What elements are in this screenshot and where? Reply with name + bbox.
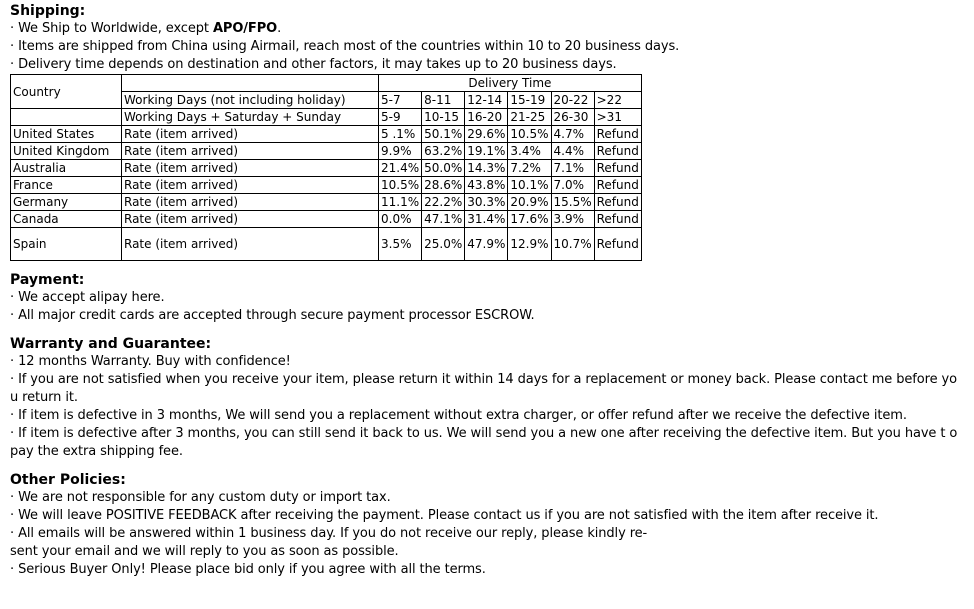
rate-label-cell: Rate (item arrived) — [122, 194, 379, 211]
country-cell: Spain — [11, 228, 122, 261]
country-header: Country — [11, 75, 122, 109]
working-days-weekend-value: 10-15 — [422, 109, 465, 126]
shipping-line-2: · Items are shipped from China using Airmail, reach most of the countries within 10 to 20 business days. — [10, 39, 680, 54]
payment-line-1: · We accept alipay here. — [10, 290, 165, 305]
working-days-value: 20-22 — [551, 92, 594, 109]
working-days-weekend-label: Working Days + Saturday + Sunday — [122, 109, 379, 126]
rate-value-cell: Refund — [594, 160, 641, 177]
country-cell: France — [11, 177, 122, 194]
working-days-value: 12-14 — [465, 92, 508, 109]
rate-value-cell: 10.1% — [508, 177, 551, 194]
rate-value-cell: 10.5% — [508, 126, 551, 143]
table-header-row — [11, 75, 642, 92]
policies-title: Other Policies: — [10, 472, 126, 488]
rate-value-cell: 4.4% — [551, 143, 594, 160]
rate-value-cell: Refund — [594, 211, 641, 228]
rate-value-cell: 10.5% — [379, 177, 422, 194]
country-cell: United States — [11, 126, 122, 143]
rate-value-cell: 17.6% — [508, 211, 551, 228]
working-days-value: 8-11 — [422, 92, 465, 109]
working-days-weekend-value: 16-20 — [465, 109, 508, 126]
rate-value-cell: 50.0% — [422, 160, 465, 177]
rate-value-cell: 7.0% — [551, 177, 594, 194]
rate-value-cell: 10.7% — [551, 228, 594, 261]
rate-value-cell: 14.3% — [465, 160, 508, 177]
policies-line-3a: · All emails will be answered within 1 business day. If you do not receive our reply, please kindly re- — [10, 526, 648, 541]
rate-value-cell: 28.6% — [422, 177, 465, 194]
working-days-weekend-row — [11, 109, 642, 126]
rate-value-cell: 63.2% — [422, 143, 465, 160]
rate-label-cell: Rate (item arrived) — [122, 126, 379, 143]
rate-value-cell: 47.9% — [465, 228, 508, 261]
rate-value-cell: 3.4% — [508, 143, 551, 160]
rate-label-cell: Rate (item arrived) — [122, 228, 379, 261]
rate-value-cell: Refund — [594, 228, 641, 261]
table-row — [11, 177, 642, 194]
shipping-line-1-prefix: · We Ship to Worldwide, except — [10, 21, 213, 36]
rate-value-cell: 30.3% — [465, 194, 508, 211]
rate-value-cell: 3.5% — [379, 228, 422, 261]
warranty-line-4: · If item is defective after 3 months, you can still send it back to us. We will send you a new one after receiving the defective item. But you have t o pay the extra shipping fee. — [10, 426, 958, 459]
working-days-weekend-value: 5-9 — [379, 109, 422, 126]
rate-value-cell: 19.1% — [465, 143, 508, 160]
table-header-blank — [122, 75, 379, 92]
policies-line-1: · We are not responsible for any custom duty or import tax. — [10, 490, 391, 505]
table-row — [11, 211, 642, 228]
rate-value-cell: 25.0% — [422, 228, 465, 261]
rate-value-cell: 7.2% — [508, 160, 551, 177]
rate-value-cell: 31.4% — [465, 211, 508, 228]
table-row — [11, 160, 642, 177]
delivery-time-table — [10, 74, 642, 261]
working-days-label: Working Days (not including holiday) — [122, 92, 379, 109]
country-cell: Australia — [11, 160, 122, 177]
payment-title: Payment: — [10, 272, 85, 288]
table-row — [11, 143, 642, 160]
warranty-title: Warranty and Guarantee: — [10, 336, 212, 352]
rate-value-cell: 0.0% — [379, 211, 422, 228]
rate-value-cell: Refund — [594, 126, 641, 143]
rate-value-cell: 4.7% — [551, 126, 594, 143]
payment-line-2: · All major credit cards are accepted through secure payment processor ESCROW. — [10, 308, 535, 323]
warranty-line-1: · 12 months Warranty. Buy with confidence! — [10, 354, 291, 369]
shipping-line-3: · Delivery time depends on destination and other factors, it may takes up to 20 business days. — [10, 57, 617, 72]
table-row — [11, 194, 642, 211]
rate-value-cell: Refund — [594, 194, 641, 211]
rate-label-cell: Rate (item arrived) — [122, 143, 379, 160]
rate-value-cell: 11.1% — [379, 194, 422, 211]
country-cell: Germany — [11, 194, 122, 211]
rate-value-cell: Refund — [594, 143, 641, 160]
working-days-weekend-value: >31 — [594, 109, 641, 126]
rate-value-cell: 9.9% — [379, 143, 422, 160]
rate-label-cell: Rate (item arrived) — [122, 211, 379, 228]
rate-value-cell: 21.4% — [379, 160, 422, 177]
rate-value-cell: 43.8% — [465, 177, 508, 194]
rate-value-cell: 29.6% — [465, 126, 508, 143]
section-gap — [10, 461, 972, 471]
shipping-exception: APO/FPO — [212, 21, 278, 36]
shipping-line-1 — [10, 20, 972, 38]
shipping-line-1-suffix: . — [277, 21, 282, 36]
shipping-title: Shipping: — [10, 3, 86, 19]
blank-country-cell — [11, 109, 122, 126]
warranty-line-3: · If item is defective in 3 months, We will send you a replacement without extra charger, or offer refund after we receive the defective item. — [10, 408, 907, 423]
country-cell: United Kingdom — [11, 143, 122, 160]
rate-value-cell: 15.5% — [551, 194, 594, 211]
country-cell: Canada — [11, 211, 122, 228]
rate-value-cell: 50.1% — [422, 126, 465, 143]
rate-value-cell: 22.2% — [422, 194, 465, 211]
policies-line-4: · Serious Buyer Only! Please place bid only if you agree with all the terms. — [10, 562, 486, 577]
rate-label-cell: Rate (item arrived) — [122, 177, 379, 194]
working-days-value: >22 — [594, 92, 641, 109]
table-row — [11, 228, 642, 261]
rate-value-cell: 12.9% — [508, 228, 551, 261]
policies-line-3b: sent your email and we will reply to you as soon as possible. — [10, 544, 399, 559]
rate-value-cell: Refund — [594, 177, 641, 194]
table-row — [11, 126, 642, 143]
warranty-line-2: · If you are not satisfied when you receive your item, please return it within 14 days for a replacement or money back. Please contact me before yo u return it. — [10, 372, 957, 405]
policies-line-2: · We will leave POSITIVE FEEDBACK after receiving the payment. Please contact us if you are not satisfied with the item after receive it. — [10, 508, 879, 523]
section-gap — [10, 261, 972, 271]
working-days-weekend-value: 21-25 — [508, 109, 551, 126]
rate-label-cell: Rate (item arrived) — [122, 160, 379, 177]
working-days-value: 15-19 — [508, 92, 551, 109]
rate-value-cell: 20.9% — [508, 194, 551, 211]
rate-value-cell: 7.1% — [551, 160, 594, 177]
rate-value-cell: 47.1% — [422, 211, 465, 228]
policy-page — [10, 2, 972, 579]
rate-value-cell: 5 .1% — [379, 126, 422, 143]
delivery-time-header: Delivery Time — [379, 75, 642, 92]
section-gap — [10, 325, 972, 335]
working-days-weekend-value: 26-30 — [551, 109, 594, 126]
rate-value-cell: 3.9% — [551, 211, 594, 228]
working-days-value: 5-7 — [379, 92, 422, 109]
